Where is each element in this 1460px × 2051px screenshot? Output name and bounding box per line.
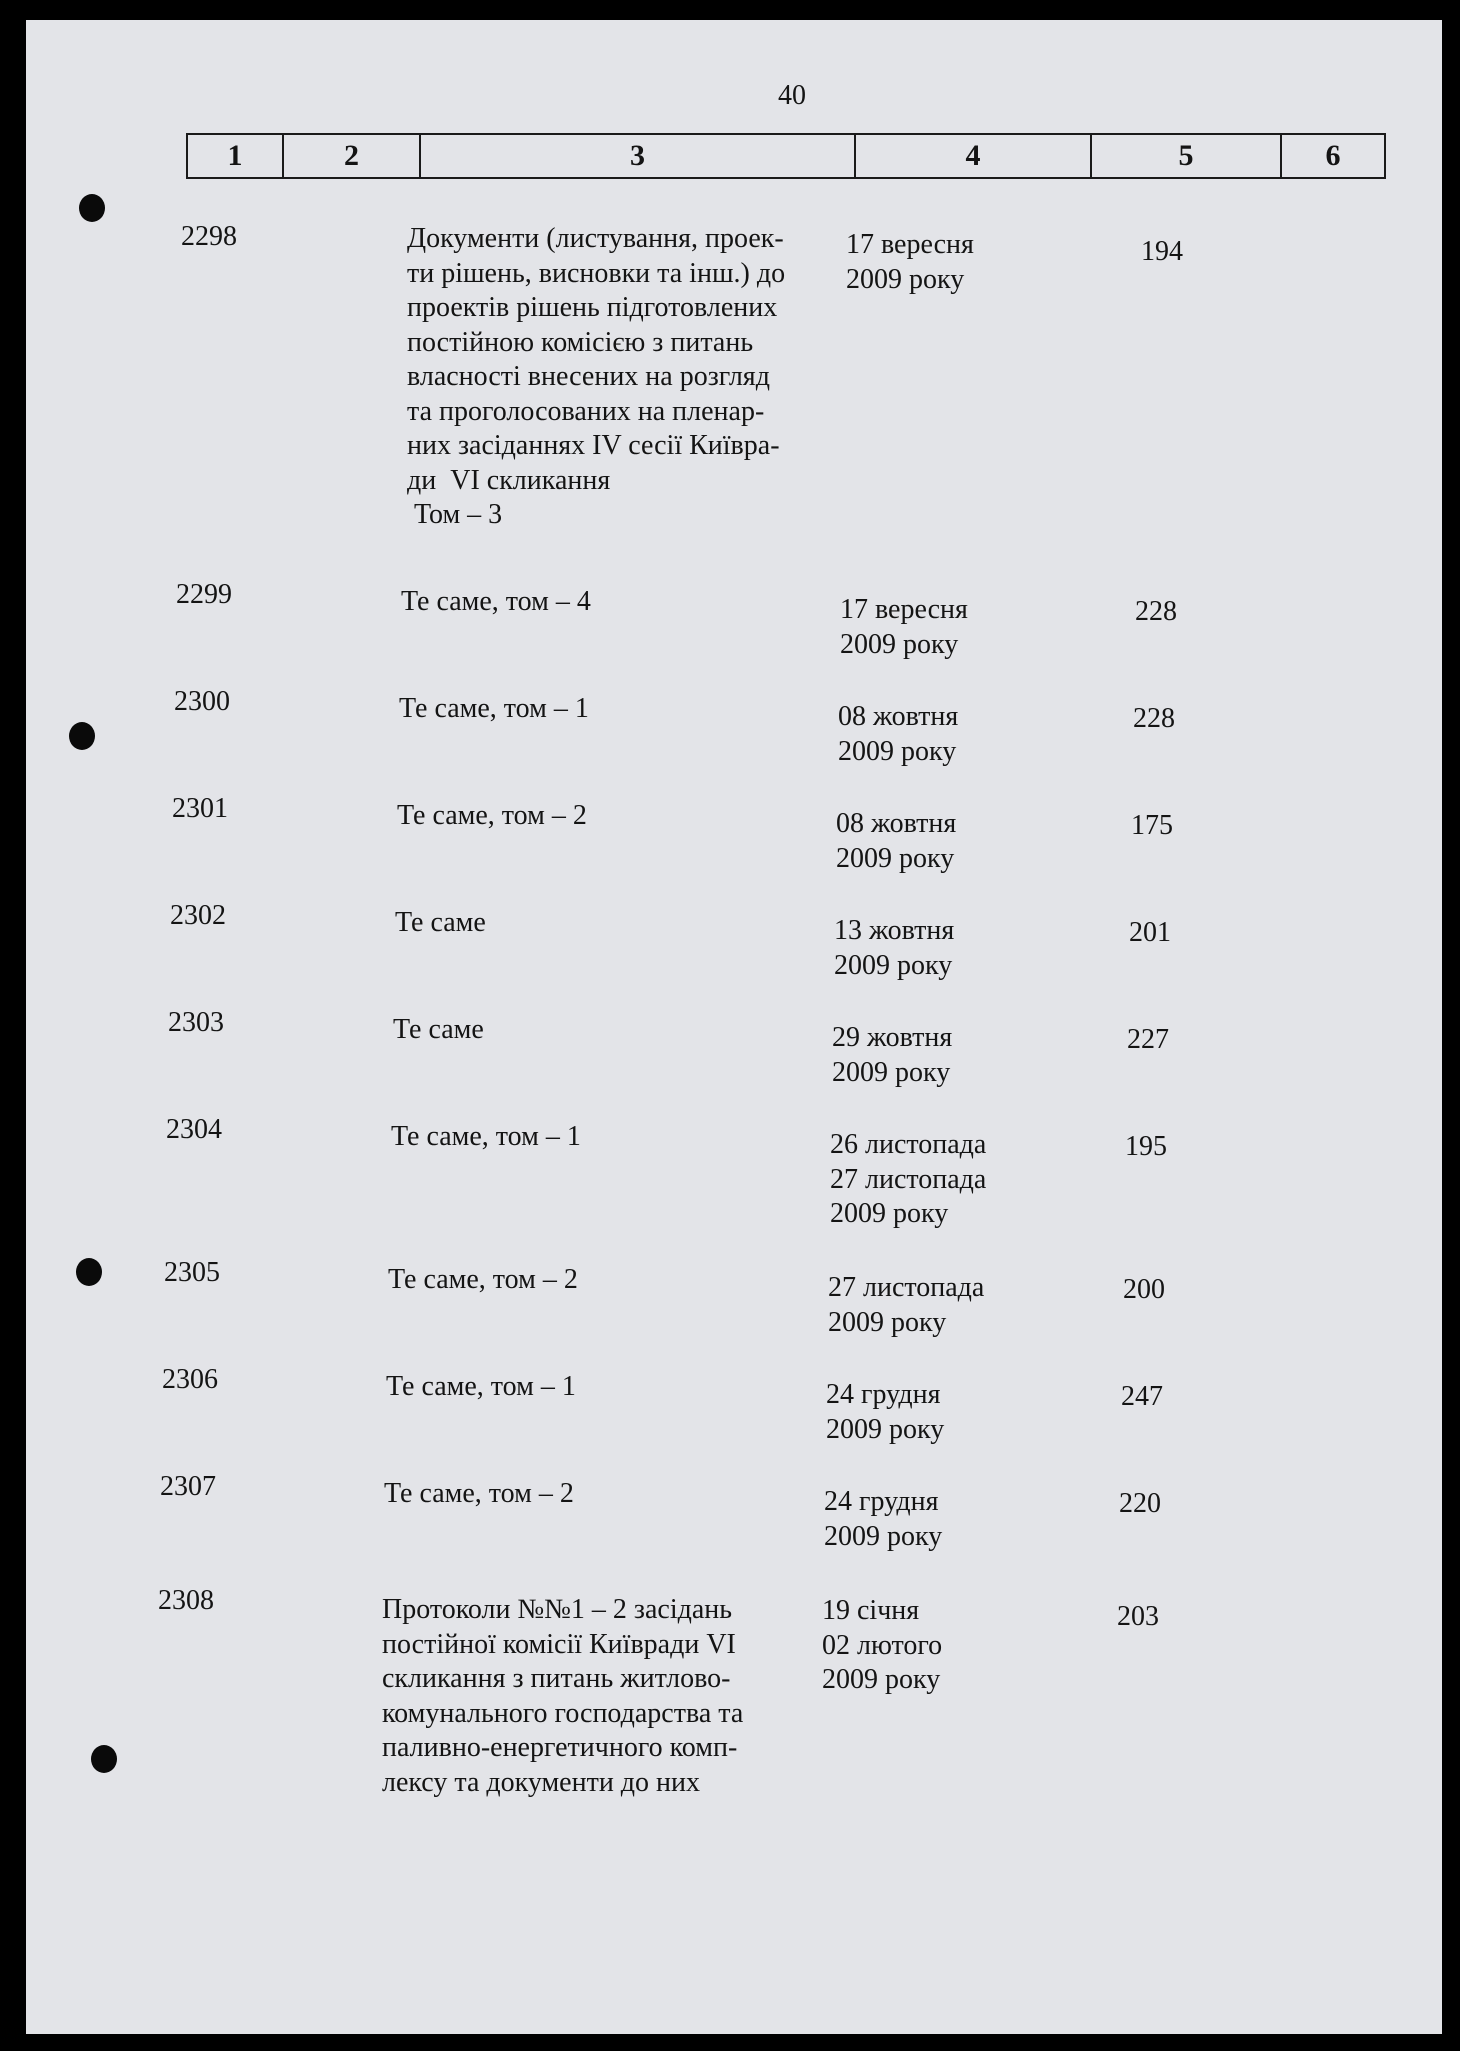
row-number: 2300 <box>174 686 230 717</box>
row-date: 24 грудня 2009 року <box>824 1486 943 1552</box>
column-header-4: 4 <box>854 133 1091 179</box>
row-number: 2308 <box>158 1585 214 1616</box>
page-number: 40 <box>778 80 806 111</box>
row-page-count: 200 <box>1123 1274 1165 1305</box>
punch-hole <box>91 1745 117 1773</box>
row-page-count: 195 <box>1125 1131 1167 1162</box>
column-header-row <box>186 133 1386 185</box>
row-number: 2299 <box>176 579 232 610</box>
row-number: 2306 <box>162 1364 218 1395</box>
column-header-1: 1 <box>186 133 283 179</box>
row-description: Те саме, том – 2 <box>397 800 587 831</box>
row-date: 24 грудня 2009 року <box>826 1379 945 1445</box>
row-page-count: 228 <box>1133 703 1175 734</box>
row-date: 29 жовтня 2009 року <box>832 1022 953 1088</box>
column-header-3: 3 <box>419 133 855 179</box>
row-date: 19 січня 02 лютого 2009 року <box>822 1595 943 1695</box>
row-number: 2304 <box>166 1114 222 1145</box>
row-page-count: 194 <box>1141 236 1183 267</box>
row-date: 27 листопада 2009 року <box>828 1272 985 1338</box>
row-date: 26 листопада 27 листопада 2009 року <box>830 1129 987 1229</box>
row-date: 17 вересня 2009 року <box>840 594 968 660</box>
row-date: 17 вересня 2009 року <box>846 229 974 295</box>
row-page-count: 203 <box>1117 1601 1159 1632</box>
column-header-6: 6 <box>1280 133 1386 179</box>
row-page-count: 247 <box>1121 1381 1163 1412</box>
row-page-count: 228 <box>1135 596 1177 627</box>
row-number: 2301 <box>172 793 228 824</box>
row-description: Те саме, том – 1 <box>399 693 589 724</box>
row-page-count: 220 <box>1119 1488 1161 1519</box>
column-header-5: 5 <box>1090 133 1281 179</box>
row-description: Те саме, том – 1 <box>386 1371 576 1402</box>
row-description: Те саме, том – 1 <box>391 1121 581 1152</box>
row-number: 2307 <box>160 1471 216 1502</box>
punch-hole <box>69 722 95 750</box>
row-page-count: 175 <box>1131 810 1173 841</box>
row-description: Те саме, том – 2 <box>384 1478 574 1509</box>
row-page-count: 227 <box>1127 1024 1169 1055</box>
row-description: Те саме, том – 2 <box>388 1264 578 1295</box>
column-header-2: 2 <box>282 133 420 179</box>
row-description: Протоколи №№1 – 2 засідань постійної комісії Київради VI скликання з питань житлово- комунального господарства та паливно-енергетичного комп- лексу та документи до них <box>382 1594 744 1798</box>
punch-hole <box>79 194 105 222</box>
row-page-count: 201 <box>1129 917 1171 948</box>
row-number: 2302 <box>170 900 226 931</box>
punch-hole <box>76 1258 102 1286</box>
document-page <box>26 20 1442 2034</box>
row-date: 13 жовтня 2009 року <box>834 915 955 981</box>
row-date: 08 жовтня 2009 року <box>838 701 959 767</box>
row-number: 2305 <box>164 1257 220 1288</box>
row-number: 2303 <box>168 1007 224 1038</box>
row-number: 2298 <box>181 221 237 252</box>
row-date: 08 жовтня 2009 року <box>836 808 957 874</box>
row-description: Те саме, том – 4 <box>401 586 591 617</box>
row-description: Те саме <box>395 907 486 938</box>
row-description: Те саме <box>393 1014 484 1045</box>
row-description: Документи (листування, проек- ти рішень, висновки та інш.) до проектів рішень підготовлених постійною комісією з питань власності внесених на розгляд та проголосованих на пленар- них засіданнях IV сесії Київра- ди VI скликання Том – 3 <box>407 223 786 530</box>
